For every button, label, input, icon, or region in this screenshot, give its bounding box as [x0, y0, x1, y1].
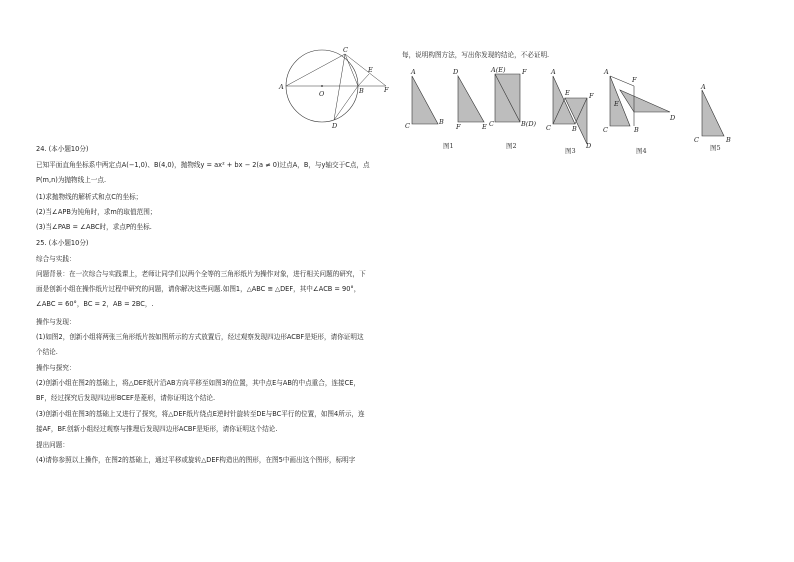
fig5-label-a: A	[604, 68, 609, 76]
q25-exp2b: BF，经过探究后发现四边形BCEF是菱形，请你证明这个结论.	[36, 394, 216, 402]
label-o: O	[319, 90, 325, 98]
fig4-label-f: F	[589, 92, 594, 100]
q25-q4: (4)请你参照以上操作，在图2的基础上，通过平移或旋转△DEF构造出的图形，在图5中画出这个图形，标明字	[36, 456, 356, 464]
fig5-label-d: D	[670, 114, 676, 122]
circle-geometry-figure	[276, 44, 396, 132]
label-c: C	[343, 46, 348, 54]
right-top-line: 每，说明构图方法，写出你发现的结论，不必证明.	[402, 51, 550, 59]
fig2-label-e: E	[482, 123, 487, 130]
fig4-label-e: E	[565, 89, 570, 97]
fig3-label-f: F	[522, 68, 527, 76]
q24-sub2: (2)当∠APB为钝角时，求m的取值范围；	[36, 208, 157, 216]
figure-5	[600, 62, 682, 144]
fig5-label-c: C	[603, 126, 608, 134]
figure-1	[402, 66, 448, 130]
fig5-label-b: B	[634, 126, 639, 134]
fig1-label-a: A	[411, 68, 416, 76]
fig6-label-b: B	[726, 136, 731, 144]
fig5-label-f: F	[632, 76, 637, 84]
fig2-label-f: F	[456, 123, 461, 130]
q25-op1b: 个结论.	[36, 348, 58, 356]
q25-exp3a: (3)创新小组在图3的基础上又进行了探究，将△DEF纸片绕点E逆时针旋转至DE与BC平行的位置，如图4所示，连	[36, 410, 365, 418]
triangle-def	[458, 76, 484, 122]
figure-3	[488, 62, 544, 134]
q24-sub3: (3)当∠PAB = ∠ABC时，求点P的坐标.	[36, 223, 152, 231]
fig4-caption: 图4	[636, 147, 647, 155]
triangle-abc	[412, 76, 438, 124]
fig4-label-b: B	[572, 125, 577, 133]
fig3-caption: 图3	[565, 147, 576, 155]
label-a: A	[279, 83, 284, 91]
q25-op1a: (1)如图2，创新小组将两张三角形纸片按如图所示的方式放置后，经过观察发现四边形ACBF是矩形，请你证明这	[36, 333, 364, 341]
q24-line1: 已知平面直角坐标系中两定点A(−1,0)、B(4,0)，抛物线y = ax² + bx − 2(a ≠ 0)过点A，B，与y轴交于C点，点	[36, 161, 370, 169]
fig3-label-ae: A(E)	[491, 66, 506, 74]
q25-title: 25. (本小题10分)	[36, 239, 89, 247]
chord-ac	[286, 54, 345, 86]
chord-cd	[334, 54, 345, 120]
label-e: E	[368, 66, 373, 74]
fig2-caption: 图2	[506, 142, 517, 150]
triangle-def-rotated	[620, 90, 670, 112]
q25-pq-heading: 提出问题：	[36, 441, 69, 449]
fig3-label-c: C	[489, 120, 494, 128]
fig6-label-a: A	[701, 84, 706, 91]
segment-be	[358, 74, 369, 86]
q25-exp-heading: 操作与探究：	[36, 364, 76, 372]
q25-exp2a: (2)创新小组在图2的基础上，将△DEF纸片沿AB方向平移至如图3的位置，其中点E与AB的中点重合，连接CE，	[36, 379, 360, 387]
fig2-label-d: D	[453, 68, 459, 76]
fig4-label-c: C	[546, 124, 551, 132]
fig1-label-b: B	[439, 118, 444, 126]
center-point	[321, 85, 323, 87]
fig3-label-bd: B(D)	[521, 120, 537, 128]
q25-bg3: ∠ABC = 60°，BC = 2，AB = 2BC，.	[36, 300, 154, 308]
fig6-label-c: C	[694, 136, 699, 144]
label-f: F	[384, 86, 389, 94]
q24-title: 24. (本小题10分)	[36, 145, 89, 153]
q25-bg2: 面是创新小组在操作纸片过程中研究的问题，请你解决这些问题.如图1，△ABC ≅ △DEF，其中∠ACB = 90°，	[36, 285, 361, 293]
fig5-label-e: E	[614, 100, 619, 108]
fig4-label-a: A	[551, 68, 556, 76]
fig4-label-d: D	[586, 142, 592, 148]
triangle-acb-blank	[702, 90, 724, 136]
tangent-cf	[345, 54, 386, 86]
chord-bd	[334, 86, 358, 120]
q25-exp3b: 接AF，BF.创新小组经过观察与推理后发现四边形ACBF是矩形，请你证明这个结论.	[36, 425, 278, 433]
q24-sub1: (1)求抛物线的解析式和点C的坐标；	[36, 193, 143, 201]
figure-4	[545, 66, 601, 148]
q25-heading: 综合与实践：	[36, 255, 76, 263]
label-d: D	[332, 122, 338, 130]
label-b: B	[359, 87, 364, 95]
fig5-caption: 图5	[710, 144, 721, 152]
fig1-caption: 图1	[443, 142, 454, 150]
q25-op-heading: 操作与发现：	[36, 318, 76, 326]
q24-line2: P(m,n)为抛物线上一点.	[36, 176, 107, 184]
q25-bg1: 问题背景：在一次综合与实践课上，老师让同学们以两个全等的三角形纸片为操作对象，进行相关问题的研究，下	[36, 270, 366, 278]
figure-6	[690, 84, 736, 146]
fig1-label-c: C	[405, 122, 410, 130]
